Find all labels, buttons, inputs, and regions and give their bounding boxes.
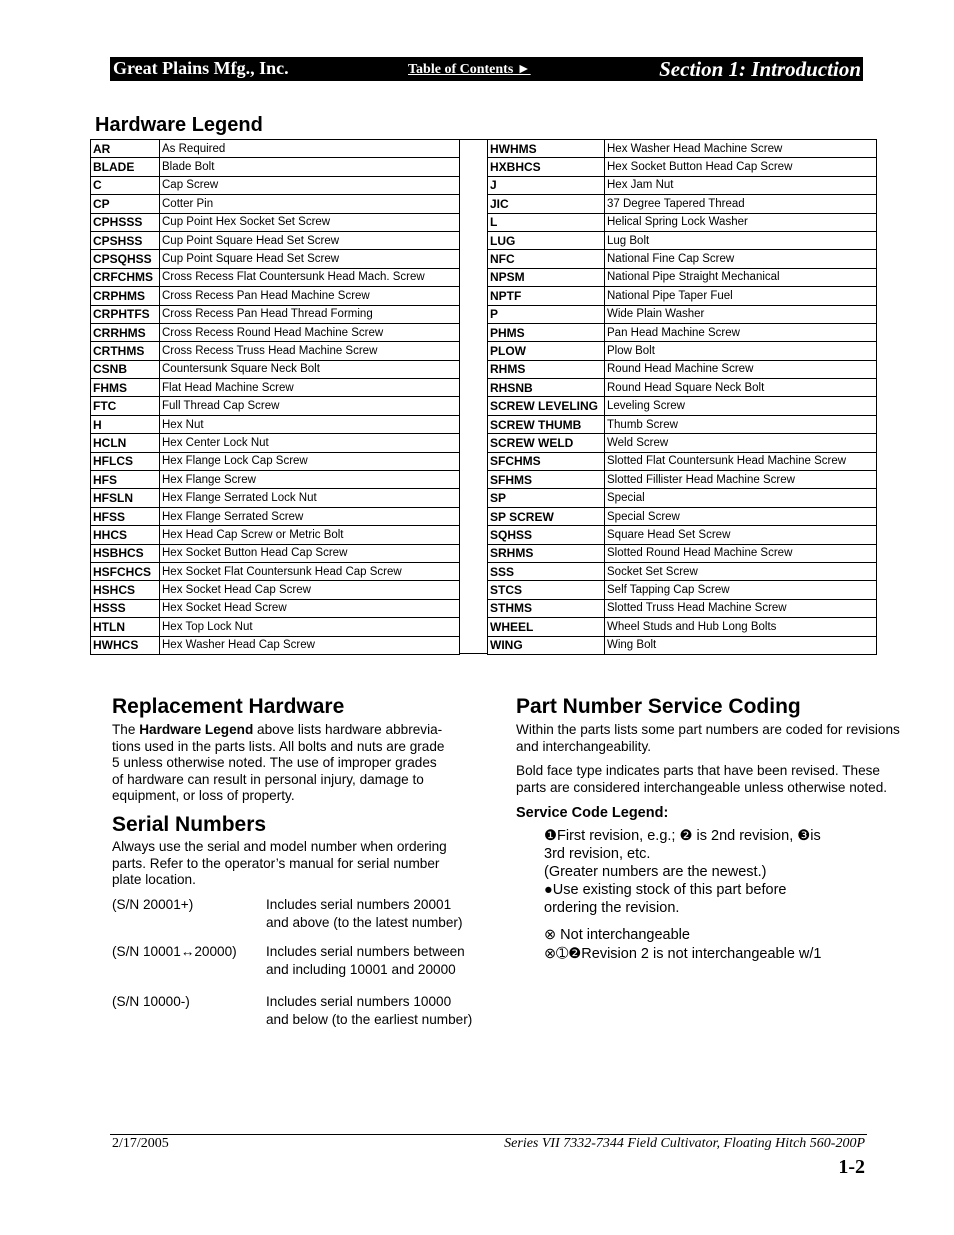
legend-row (91, 176, 460, 194)
legend-description: Special Screw (605, 507, 877, 525)
legend-row (488, 636, 877, 654)
legend-description: Cotter Pin (160, 195, 460, 213)
legend-abbreviation: CPSQHSS (91, 250, 160, 268)
legend-row (488, 231, 877, 249)
legend-description: Hex Flange Serrated Screw (160, 507, 460, 525)
legend-description: 37 Degree Tapered Thread (605, 195, 877, 213)
legend-row (91, 342, 460, 360)
legend-description: Hex Washer Head Machine Screw (605, 140, 877, 158)
legend-description: Cup Point Square Head Set Screw (160, 231, 460, 249)
hardware-legend-title: Hardware Legend (95, 114, 263, 136)
legend-row (91, 287, 460, 305)
legend-description: Hex Socket Flat Countersunk Head Cap Screw (160, 562, 460, 580)
legend-abbreviation: J (488, 176, 605, 194)
table-gap (459, 139, 487, 654)
legend-abbreviation: CPHSSS (91, 213, 160, 231)
legend-row (488, 599, 877, 617)
legend-abbreviation: CRRHMS (91, 323, 160, 341)
legend-row (91, 636, 460, 654)
legend-abbreviation: C (91, 176, 160, 194)
not-interchangeable-legend: ⊗ Not interchangeable ⊗➀❷Revision 2 is not interchangeable w/1 (544, 927, 822, 962)
legend-description: Lug Bolt (605, 231, 877, 249)
legend-description: Hex Center Lock Nut (160, 434, 460, 452)
legend-row (488, 250, 877, 268)
legend-row (488, 562, 877, 580)
legend-row (91, 507, 460, 525)
legend-row (91, 397, 460, 415)
legend-row (488, 195, 877, 213)
legend-row (488, 434, 877, 452)
legend-description: Round Head Square Neck Bolt (605, 379, 877, 397)
legend-abbreviation: STHMS (488, 599, 605, 617)
replacement-line: of hardware can result in personal injury, damage to (112, 771, 424, 787)
legend-abbreviation: SFHMS (488, 471, 605, 489)
legend-row (91, 323, 460, 341)
hardware-legend-table-right (487, 139, 877, 655)
legend-row (488, 489, 877, 507)
legend-abbreviation: SP SCREW (488, 507, 605, 525)
legend-abbreviation: CRFCHMS (91, 268, 160, 286)
legend-abbreviation: CRPHTFS (91, 305, 160, 323)
legend-abbreviation: PLOW (488, 342, 605, 360)
legend-description: Hex Head Cap Screw or Metric Bolt (160, 526, 460, 544)
legend-row (91, 544, 460, 562)
footer-series: Series VII 7332-7344 Field Cultivator, Floating Hitch 560-200P (504, 1136, 865, 1151)
legend-abbreviation: HSHCS (91, 581, 160, 599)
legend-description: Cross Recess Truss Head Machine Screw (160, 342, 460, 360)
serial-range-desc: Includes serial numbers between and including 10001 and 20000 (266, 944, 465, 977)
legend-abbreviation: NFC (488, 250, 605, 268)
legend-abbreviation: SP (488, 489, 605, 507)
legend-abbreviation: HSSS (91, 599, 160, 617)
legend-abbreviation: HCLN (91, 434, 160, 452)
legend-description: Self Tapping Cap Screw (605, 581, 877, 599)
legend-row (91, 599, 460, 617)
legend-abbreviation: CRPHMS (91, 287, 160, 305)
legend-row (488, 452, 877, 470)
legend-row (488, 379, 877, 397)
legend-row (488, 287, 877, 305)
legend-abbreviation: HWHMS (488, 140, 605, 158)
legend-abbreviation: FTC (91, 397, 160, 415)
replacement-line: equipment, or loss of property. (112, 788, 295, 803)
serial-range-label: (S/N 10000-) (112, 994, 190, 1009)
legend-abbreviation: STCS (488, 581, 605, 599)
legend-row (91, 195, 460, 213)
legend-abbreviation: CPSHSS (91, 231, 160, 249)
legend-abbreviation: RHMS (488, 360, 605, 378)
legend-abbreviation: CP (91, 195, 160, 213)
replacement-line: tions used in the parts lists. All bolts and nuts are grade (112, 738, 445, 754)
legend-description: Square Head Set Screw (605, 526, 877, 544)
legend-abbreviation: SCREW WELD (488, 434, 605, 452)
section-title: Section 1: Introduction (659, 57, 861, 81)
serial-line: plate location. (112, 872, 196, 887)
legend-row (91, 562, 460, 580)
replacement-hardware-heading: Replacement Hardware (112, 695, 345, 718)
legend-description: Cross Recess Pan Head Machine Screw (160, 287, 460, 305)
legend-abbreviation: SCREW THUMB (488, 415, 605, 433)
legend-description: National Fine Cap Screw (605, 250, 877, 268)
replacement-line: The Hardware Legend above lists hardware abbrevia- (112, 722, 443, 737)
legend-abbreviation: HFS (91, 471, 160, 489)
legend-abbreviation: HFLCS (91, 452, 160, 470)
legend-row (91, 360, 460, 378)
legend-abbreviation: WHEEL (488, 618, 605, 636)
legend-abbreviation: CSNB (91, 360, 160, 378)
legend-abbreviation: HWHCS (91, 636, 160, 654)
legend-row (488, 213, 877, 231)
legend-row (488, 544, 877, 562)
legend-description: Hex Flange Screw (160, 471, 460, 489)
legend-row (488, 507, 877, 525)
legend-description: Slotted Round Head Machine Screw (605, 544, 877, 562)
legend-description: Slotted Flat Countersunk Head Machine Screw (605, 452, 877, 470)
table-of-contents-link[interactable]: Table of Contents ► (408, 62, 531, 77)
legend-description: Cup Point Hex Socket Set Screw (160, 213, 460, 231)
legend-abbreviation: AR (91, 140, 160, 158)
legend-row (488, 618, 877, 636)
legend-description: Cross Recess Round Head Machine Screw (160, 323, 460, 341)
footer-date: 2/17/2005 (112, 1136, 169, 1151)
legend-description: Hex Top Lock Nut (160, 618, 460, 636)
legend-description: Weld Screw (605, 434, 877, 452)
legend-row (91, 305, 460, 323)
legend-row (91, 231, 460, 249)
legend-abbreviation: LUG (488, 231, 605, 249)
footer-divider (110, 1134, 867, 1135)
service-code-legend: ❶First revision, e.g.; ❷ is 2nd revision, ❸is 3rd revision, etc. (Greater numbers are the newest.) ●Use existing stock of this part before ordering the revision. (544, 828, 821, 916)
legend-description: Special (605, 489, 877, 507)
legend-description: Round Head Machine Screw (605, 360, 877, 378)
legend-abbreviation: SFCHMS (488, 452, 605, 470)
legend-row (91, 471, 460, 489)
serial-range-label: (S/N 20001+) (112, 897, 194, 912)
service-coding-p2: Bold face type indicates parts that have been revised. These parts are considered interchangeable unless otherwise noted. (516, 763, 888, 795)
legend-abbreviation: P (488, 305, 605, 323)
legend-row (91, 618, 460, 636)
legend-row (91, 434, 460, 452)
legend-description: As Required (160, 140, 460, 158)
legend-description: Plow Bolt (605, 342, 877, 360)
legend-row (91, 581, 460, 599)
legend-abbreviation: HFSLN (91, 489, 160, 507)
legend-description: Pan Head Machine Screw (605, 323, 877, 341)
legend-description: Thumb Screw (605, 415, 877, 433)
hardware-legend-table-left (90, 139, 460, 655)
legend-row (91, 250, 460, 268)
legend-abbreviation: RHSNB (488, 379, 605, 397)
legend-abbreviation: NPSM (488, 268, 605, 286)
legend-description: Hex Socket Button Head Cap Screw (160, 544, 460, 562)
legend-description: Hex Socket Button Head Cap Screw (605, 158, 877, 176)
legend-row (488, 323, 877, 341)
legend-row (91, 379, 460, 397)
legend-description: National Pipe Taper Fuel (605, 287, 877, 305)
legend-row (91, 213, 460, 231)
legend-abbreviation: HSFCHCS (91, 562, 160, 580)
legend-abbreviation: BLADE (91, 158, 160, 176)
service-coding-heading: Part Number Service Coding (516, 695, 801, 718)
legend-row (91, 489, 460, 507)
legend-abbreviation: SCREW LEVELING (488, 397, 605, 415)
legend-description: Hex Jam Nut (605, 176, 877, 194)
legend-description: National Pipe Straight Mechanical (605, 268, 877, 286)
legend-description: Full Thread Cap Screw (160, 397, 460, 415)
legend-abbreviation: HXBHCS (488, 158, 605, 176)
legend-row (488, 360, 877, 378)
legend-row (91, 268, 460, 286)
service-code-legend-title: Service Code Legend: (516, 805, 669, 821)
legend-description: Wide Plain Washer (605, 305, 877, 323)
legend-row (488, 526, 877, 544)
legend-row (488, 471, 877, 489)
serial-range-desc: Includes serial numbers 10000 and below (to the earliest number) (266, 994, 473, 1027)
legend-abbreviation: H (91, 415, 160, 433)
legend-abbreviation: PHMS (488, 323, 605, 341)
legend-description: Hex Nut (160, 415, 460, 433)
replacement-line: 5 unless otherwise noted. The use of improper grades (112, 755, 437, 770)
legend-description: Socket Set Screw (605, 562, 877, 580)
legend-abbreviation: HSBHCS (91, 544, 160, 562)
legend-description: Cup Point Square Head Set Screw (160, 250, 460, 268)
legend-description: Helical Spring Lock Washer (605, 213, 877, 231)
legend-description: Countersunk Square Neck Bolt (160, 360, 460, 378)
replacement-hardware-text (112, 722, 444, 805)
legend-description: Cap Screw (160, 176, 460, 194)
legend-row (488, 268, 877, 286)
legend-row (488, 158, 877, 176)
legend-row (91, 415, 460, 433)
hardware-legend-ref: Hardware Legend (139, 722, 254, 737)
legend-row (488, 176, 877, 194)
legend-row (488, 581, 877, 599)
legend-description: Hex Flange Lock Cap Screw (160, 452, 460, 470)
legend-description: Leveling Screw (605, 397, 877, 415)
legend-row (91, 158, 460, 176)
legend-description: Slotted Fillister Head Machine Screw (605, 471, 877, 489)
legend-description: Wheel Studs and Hub Long Bolts (605, 618, 877, 636)
legend-row (488, 397, 877, 415)
legend-description: Flat Head Machine Screw (160, 379, 460, 397)
service-coding-p1: Within the parts lists some part numbers are coded for revisions and interchangeability. (516, 722, 900, 754)
legend-row (488, 415, 877, 433)
legend-abbreviation: HTLN (91, 618, 160, 636)
legend-description: Cross Recess Pan Head Thread Forming (160, 305, 460, 323)
serial-line: parts. Refer to the operator’s manual for serial number (112, 855, 440, 871)
legend-row (91, 452, 460, 470)
legend-description: Cross Recess Flat Countersunk Head Mach. Screw (160, 268, 460, 286)
legend-description: Hex Washer Head Cap Screw (160, 636, 460, 654)
legend-description: Slotted Truss Head Machine Screw (605, 599, 877, 617)
header-bar (110, 57, 863, 81)
legend-abbreviation: HFSS (91, 507, 160, 525)
serial-numbers-text (112, 839, 447, 889)
legend-abbreviation: L (488, 213, 605, 231)
page-number: 1-2 (838, 1156, 865, 1178)
legend-abbreviation: WING (488, 636, 605, 654)
serial-line: Always use the serial and model number when ordering (112, 839, 447, 854)
legend-abbreviation: SSS (488, 562, 605, 580)
legend-row (91, 140, 460, 158)
legend-abbreviation: CRTHMS (91, 342, 160, 360)
legend-row (488, 305, 877, 323)
legend-description: Hex Socket Head Screw (160, 599, 460, 617)
serial-range-desc: Includes serial numbers 20001 and above (to the latest number) (266, 897, 463, 930)
serial-range-label: (S/N 10001↔20000) (112, 944, 237, 959)
legend-description: Hex Socket Head Cap Screw (160, 581, 460, 599)
legend-row (488, 140, 877, 158)
legend-abbreviation: NPTF (488, 287, 605, 305)
legend-description: Wing Bolt (605, 636, 877, 654)
legend-description: Hex Flange Serrated Lock Nut (160, 489, 460, 507)
legend-description: Blade Bolt (160, 158, 460, 176)
legend-row (91, 526, 460, 544)
serial-numbers-heading: Serial Numbers (112, 813, 267, 836)
legend-abbreviation: SRHMS (488, 544, 605, 562)
legend-abbreviation: FHMS (91, 379, 160, 397)
legend-row (488, 342, 877, 360)
legend-abbreviation: JIC (488, 195, 605, 213)
legend-abbreviation: HHCS (91, 526, 160, 544)
company-name: Great Plains Mfg., Inc. (113, 58, 289, 78)
legend-abbreviation: SQHSS (488, 526, 605, 544)
